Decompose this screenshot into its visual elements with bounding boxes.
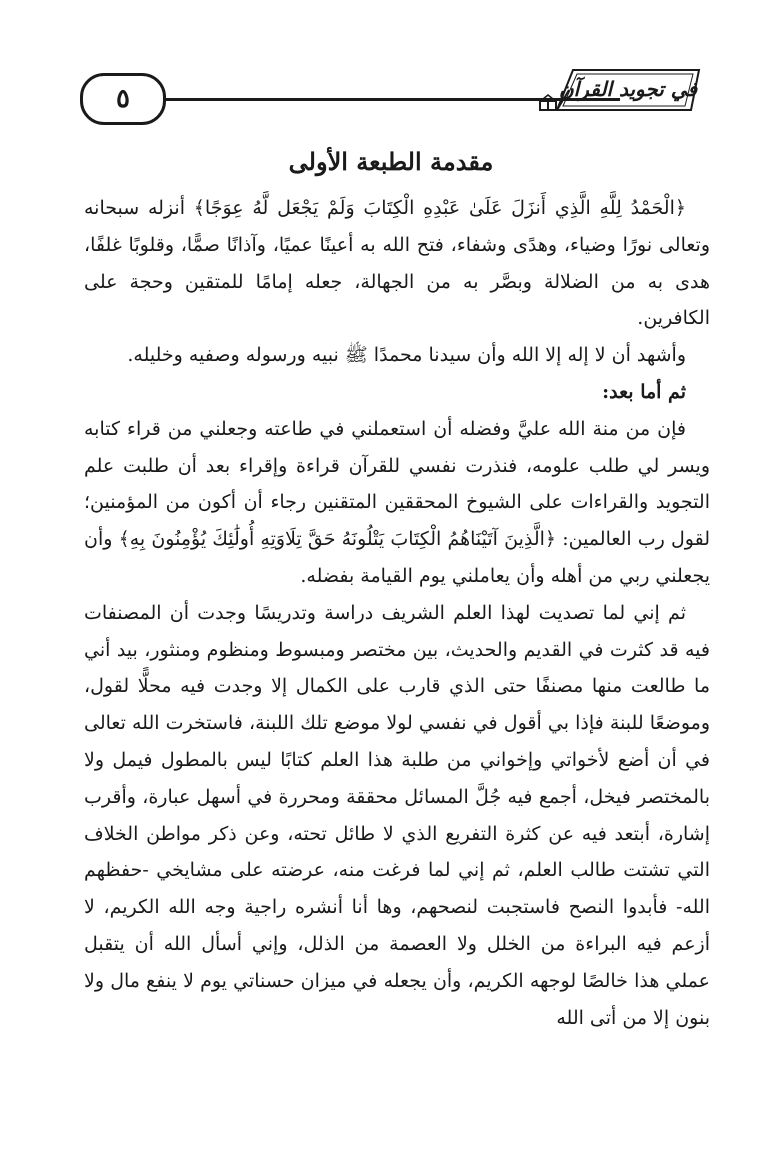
paragraph: وأشهد أن لا إله إلا الله وأن سيدنا محمدًا ﷺ نبيه ورسوله وصفيه وخليله. [127,344,686,367]
page-number: ٥ [116,84,130,114]
paragraph: ثم إني لما تصديت لهذا العلم الشريف دراسة وتدريسًا وجدت أن المصنفات فيه قد كثرت في القديم والحديث، بين مختصر ومبسوط ومنظوم ومنثور، بيد أني ما طالعت منها مصنفًا حتى الذي قارب على الكمال إلا وجدت فيه محلًّا لقول، وموضعًا للبنة فإذا بي أقول في نفسي لولا موضع تلك اللبنة، فاستخرت الله تعالى في أن أضع لأخواتي وإخواني من طلبة هذا العلم كتابًا ليس بالمطول فيمل ولا بالمختصر فيخل، أجمع فيه جُلَّ المسائل محققة ومحررة في أسهل عبارة، وأقرب إشارة، أبتعد فيه عن كثرة التفريع الذي لا طائل تحته، وعن ذكر مواطن الخلاف التي تشتت طالب العلم، ثم إني لما فرغت منه، عرضته على مشايخي -حفظهم الله- فأبدوا النصح فاستجبت لنصحهم، وها أنا أنشره راجية وجه الله الكريم، لا أزعم فيه البراءة من الخلل ولا العصمة من الذلل، وإني أسأل الله أن يتقبل عملي هذا خالصًا لوجهه الكريم، وأن يجعله في ميزان حسناتي يوم لا ينفع مال ولا بنون إلا من أتى الله [84,601,710,1029]
paragraph: ﴿الْحَمْدُ لِلَّهِ الَّذِي أَنزَلَ عَلَىٰ عَبْدِهِ الْكِتَابَ وَلَمْ يَجْعَل لَّهُ عِوَجًا﴾ أنزله سبحانه وتعالى نورًا وضياء، وهدًى وشفاء، فتح الله به أعينًا عميًا، وآذانًا صمًّا، وقلوبًا غلفًا، هدى به من الضلالة وبصَّر به من الجهالة، جعله إمامًا للمتقين وحجة على الكافرين. [84,197,710,330]
paragraph-subheading: ثم أما بعد: [602,380,686,403]
section-heading: مقدمة الطبعة الأولى [288,147,494,176]
page-header [0,0,782,130]
paragraph: فإن من منة الله عليَّ وفضله أن استعملني في طاعته وجعلني من قراء كتابه ويسر لي طلب علومه، فنذرت نفسي للقرآن قراءة وإقراء بعد أن طلبت علم التجويد والقراءات على الشيوخ المحققين المتقنين رجاء أن أكون من المؤمنين؛ لقول رب العالمين: ﴿الَّذِينَ آتَيْنَاهُمُ الْكِتَابَ يَتْلُونَهُ حَقَّ تِلَاوَتِهِ أُولَٰئِكَ يُؤْمِنُونَ بِهِ﴾ وأن يجعلني ربي من أهله وأن يعاملني يوم القيامة بفضله. [84,417,710,587]
body-text [84,190,710,1036]
book-title-mark [553,64,703,114]
page-number-badge [80,73,166,125]
book-title: في تجويد القرآن [558,77,698,101]
